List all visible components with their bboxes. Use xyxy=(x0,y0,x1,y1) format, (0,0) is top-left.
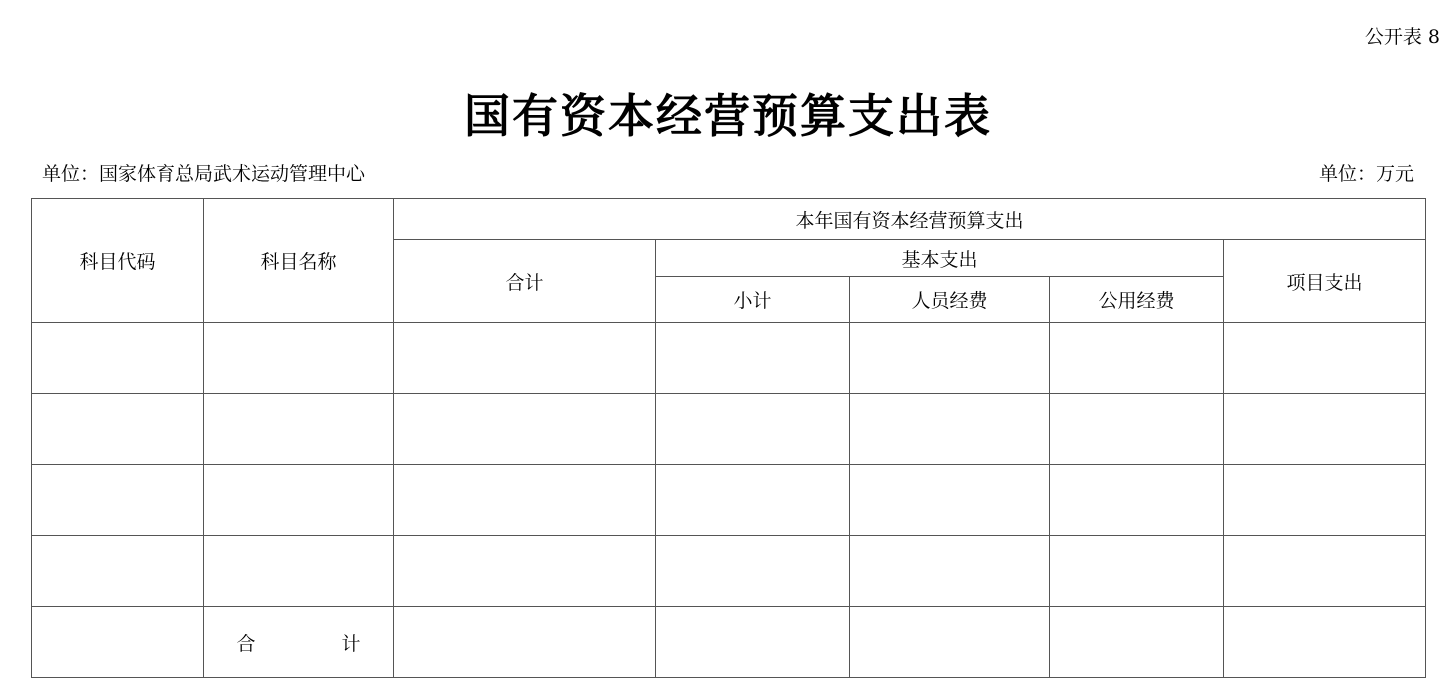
cell-public xyxy=(1050,323,1224,394)
organization-unit-label: 单位：国家体育总局武术运动管理中心 xyxy=(42,163,366,185)
cell-code xyxy=(32,536,204,607)
cell-public xyxy=(1050,465,1224,536)
cell-total xyxy=(394,323,656,394)
cell-code xyxy=(32,323,204,394)
header-annual-expenditure-group: 本年国有资本经营预算支出 xyxy=(394,199,1426,240)
cell-personnel xyxy=(850,394,1050,465)
cell-personnel xyxy=(850,323,1050,394)
cell-code xyxy=(32,394,204,465)
cell-total xyxy=(394,465,656,536)
header-subject-code: 科目代码 xyxy=(32,199,204,323)
cell-subtotal xyxy=(656,323,850,394)
cell-name xyxy=(204,394,394,465)
cell-total xyxy=(394,536,656,607)
page-title: 国有资本经营预算支出表 xyxy=(464,89,992,143)
header-subtotal: 小计 xyxy=(656,277,850,323)
cell-personnel xyxy=(850,536,1050,607)
cell-personnel xyxy=(850,465,1050,536)
header-public-expense: 公用经费 xyxy=(1050,277,1224,323)
cell-project xyxy=(1224,607,1426,678)
cell-project xyxy=(1224,465,1426,536)
cell-subtotal xyxy=(656,394,850,465)
cell-total xyxy=(394,394,656,465)
header-total: 合计 xyxy=(394,240,656,323)
cell-project xyxy=(1224,394,1426,465)
table-row xyxy=(32,536,1426,607)
header-subject-name: 科目名称 xyxy=(204,199,394,323)
cell-personnel xyxy=(850,607,1050,678)
cell-total xyxy=(394,607,656,678)
budget-expenditure-table xyxy=(31,198,1426,678)
table-row xyxy=(32,394,1426,465)
cell-subtotal xyxy=(656,536,850,607)
table-row xyxy=(32,323,1426,394)
header-project-expenditure: 项目支出 xyxy=(1224,240,1426,323)
cell-name xyxy=(204,323,394,394)
form-number-label: 公开表 8 xyxy=(1364,26,1440,48)
table-row xyxy=(32,465,1426,536)
cell-project xyxy=(1224,536,1426,607)
cell-code xyxy=(32,465,204,536)
total-label-char-2: 计 xyxy=(341,632,361,655)
total-row xyxy=(32,607,1426,678)
total-label-char-1: 合 xyxy=(236,632,256,655)
cell-name xyxy=(204,465,394,536)
total-row-label xyxy=(204,607,394,678)
header-basic-expenditure-group: 基本支出 xyxy=(656,240,1224,277)
header-personnel-expense: 人员经费 xyxy=(850,277,1050,323)
cell-subtotal xyxy=(656,607,850,678)
cell-public xyxy=(1050,394,1224,465)
cell-public xyxy=(1050,536,1224,607)
cell-public xyxy=(1050,607,1224,678)
currency-unit-label: 单位：万元 xyxy=(1318,163,1414,185)
cell-subtotal xyxy=(656,465,850,536)
cell-project xyxy=(1224,323,1426,394)
cell-name xyxy=(204,536,394,607)
cell-code xyxy=(32,607,204,678)
